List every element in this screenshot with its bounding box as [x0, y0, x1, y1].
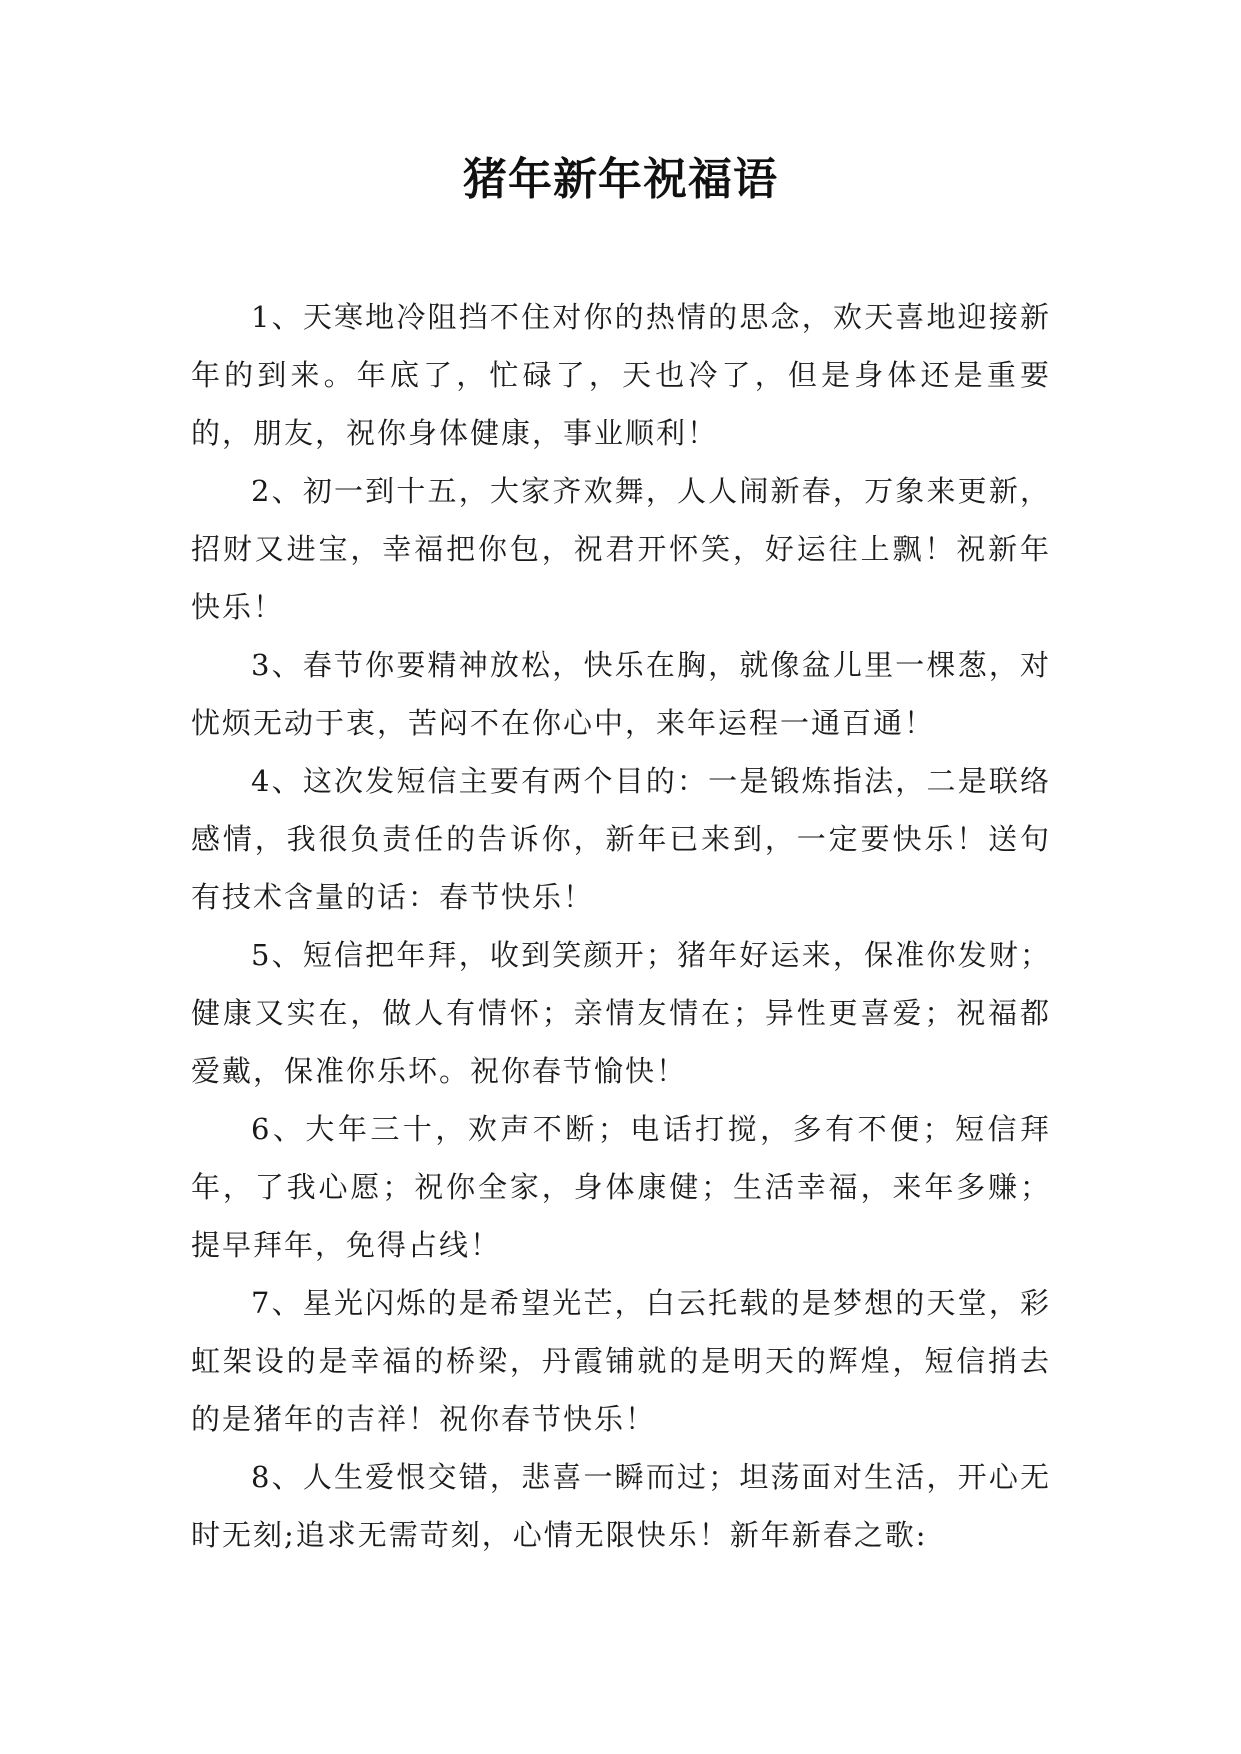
- paragraph-5: 5、短信把年拜，收到笑颜开；猪年好运来，保准你发财；健康又实在，做人有情怀；亲情友情在；异性更喜爱；祝福都爱戴，保准你乐坏。祝你春节愉快！: [191, 938, 1051, 1088]
- paragraph-8: 8、人生爱恨交错，悲喜一瞬而过；坦荡面对生活，开心无时无刻;追求无需苛刻，心情无限快乐！新年新春之歌:: [191, 1460, 1051, 1552]
- paragraph-6: 6、大年三十，欢声不断；电话打搅，多有不便；短信拜年，了我心愿；祝你全家，身体康健；生活幸福，来年多赚；提早拜年，免得占线！: [191, 1112, 1051, 1262]
- document-body: [191, 288, 1051, 1564]
- paragraph-4: 4、这次发短信主要有两个目的：一是锻炼指法，二是联络感情，我很负责任的告诉你，新年已来到，一定要快乐！送句有技术含量的话：春节快乐！: [191, 764, 1051, 914]
- paragraph-1: 1、天寒地冷阻挡不住对你的热情的思念，欢天喜地迎接新年的到来。年底了，忙碌了，天也冷了，但是身体还是重要的，朋友，祝你身体健康，事业顺利！: [191, 300, 1051, 450]
- paragraph-2: 2、初一到十五，大家齐欢舞，人人闹新春，万象来更新，招财又进宝，幸福把你包，祝君开怀笑，好运往上飘！祝新年快乐！: [191, 474, 1051, 624]
- document-title: 猪年新年祝福语: [463, 154, 778, 205]
- paragraph-3: 3、春节你要精神放松，快乐在胸，就像盆儿里一棵葱，对忧烦无动于衷，苦闷不在你心中，来年运程一通百通！: [191, 648, 1051, 740]
- paragraph-7: 7、星光闪烁的是希望光芒，白云托载的是梦想的天堂，彩虹架设的是幸福的桥梁，丹霞铺就的是明天的辉煌，短信捎去的是猪年的吉祥！祝你春节快乐！: [191, 1286, 1051, 1436]
